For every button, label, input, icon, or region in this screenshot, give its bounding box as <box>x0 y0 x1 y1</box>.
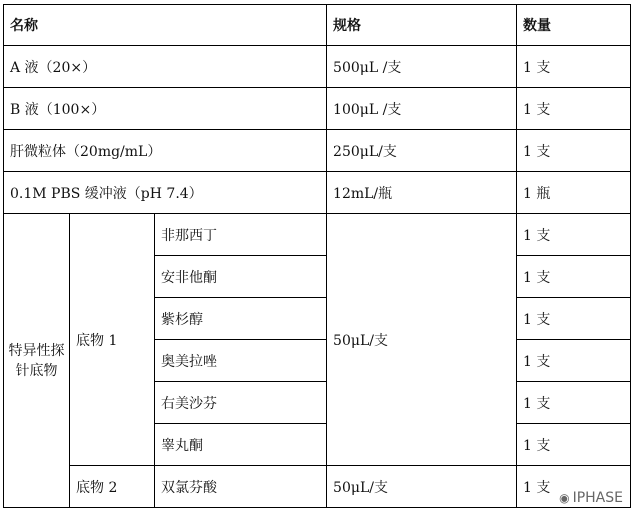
wechat-icon: ◉ <box>559 491 570 505</box>
cell-name: 0.1M PBS 缓冲液（pH 7.4） <box>4 172 327 214</box>
watermark <box>556 490 626 506</box>
table-row <box>4 466 631 508</box>
cell-qty: 1 支 <box>517 256 631 298</box>
cell-qty: 1 支 <box>517 466 631 508</box>
cell-spec: 250μL/支 <box>327 130 517 172</box>
table-row <box>4 172 631 214</box>
cell-name: A 液（20×） <box>4 46 327 88</box>
cell-qty: 1 支 <box>517 382 631 424</box>
probe-group-label: 特异性探针底物 <box>4 214 70 508</box>
substrate2-label: 底物 2 <box>70 466 155 508</box>
cell-qty: 1 支 <box>517 298 631 340</box>
table-row <box>4 88 631 130</box>
substrate2-spec: 50μL/支 <box>327 466 517 508</box>
cell-qty: 1 支 <box>517 214 631 256</box>
table-row <box>4 130 631 172</box>
header-qty: 数量 <box>517 5 631 46</box>
table-row <box>4 214 631 256</box>
cell-item-name: 安非他酮 <box>155 256 327 298</box>
cell-qty: 1 支 <box>517 130 631 172</box>
cell-item-name: 奥美拉唑 <box>155 340 327 382</box>
cell-item-name: 双氯芬酸 <box>155 466 327 508</box>
table-header-row <box>4 5 631 46</box>
cell-qty: 1 支 <box>517 424 631 466</box>
substrate1-spec: 50μL/支 <box>327 214 517 466</box>
cell-item-name: 右美沙芬 <box>155 382 327 424</box>
cell-name: B 液（100×） <box>4 88 327 130</box>
cell-spec: 100μL /支 <box>327 88 517 130</box>
header-spec: 规格 <box>327 5 517 46</box>
watermark-text: IPHASE <box>572 490 623 506</box>
cell-name: 肝微粒体（20mg/mL） <box>4 130 327 172</box>
cell-qty: 1 瓶 <box>517 172 631 214</box>
cell-qty: 1 支 <box>517 340 631 382</box>
cell-spec: 500μL /支 <box>327 46 517 88</box>
cell-item-name: 睾丸酮 <box>155 424 327 466</box>
cell-qty: 1 支 <box>517 88 631 130</box>
cell-spec: 12mL/瓶 <box>327 172 517 214</box>
cell-item-name: 非那西丁 <box>155 214 327 256</box>
header-name: 名称 <box>4 5 327 46</box>
table-row <box>4 46 631 88</box>
cell-item-name: 紫杉醇 <box>155 298 327 340</box>
cell-qty: 1 支 <box>517 46 631 88</box>
reagent-table <box>3 4 631 508</box>
substrate1-label: 底物 1 <box>70 214 155 466</box>
